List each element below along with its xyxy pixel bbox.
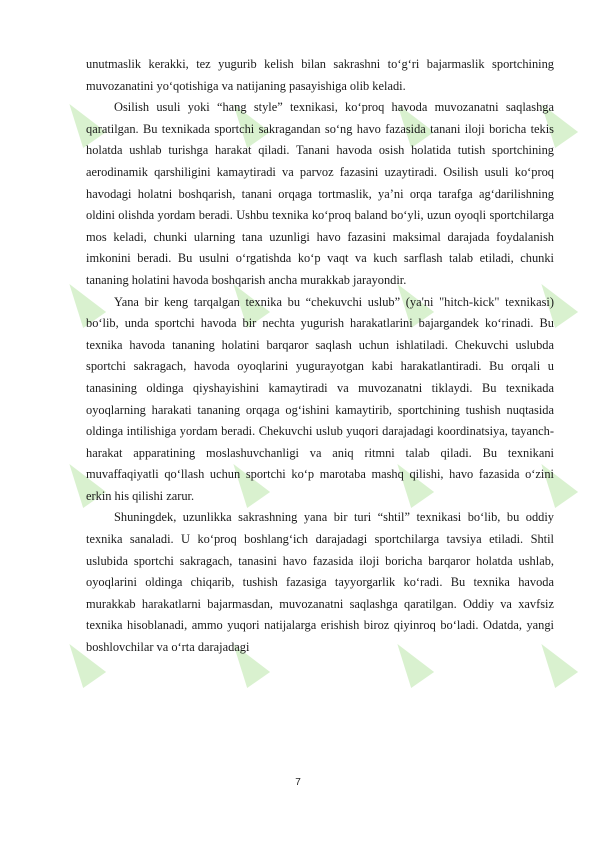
paragraph: unutmaslik kerakki, tez yugurib kelish bilan sakrashni to‘g‘ri bajarmaslik sportchining muvozanatini yo‘qotishiga va natijaning pasayishiga olib keladi. xyxy=(86,57,554,93)
paragraph: Shuningdek, uzunlikka sakrashning yana bir turi “shtil” texnikasi bo‘lib, bu oddiy texnika sanaladi. U ko‘proq boshlang‘ich darajadagi sportchilarga tavsiya etiladi. Shtil uslubida sportchi sakragach, tanasini havo fazasida iloji boricha barqaror holatda ushlab, oyoqlarini oldinga chiqarib, tushish fazasiga tayyorgarlik ko‘radi. Bu texnika havoda murakkab harakatlarni bajarmasdan, muvozanatni saqlashga qaratilgan. Oddiy va xavfsiz texnika hisoblanadi, ammo yuqori natijalarga erishish biroz qiyinroq bo‘ladi. Odatda, yangi boshlovchilar va o‘rta darajadagi xyxy=(86,510,554,655)
page-number: 7 xyxy=(295,777,301,788)
paragraph: Osilish usuli yoki “hang style” texnikasi, ko‘proq havoda muvozanatni saqlashga qaratilgan. Bu texnikada sportchi sakragandan so‘ng havo fazasida tanani iloji boricha tekis holatda ushlab turishga harakat qiladi. Tanani havoda osish holatida tutish sportchining aerodinamik qarshiligini kamaytiradi va parvoz fazasini uzaytiradi. Osilish usuli ko‘proq havodagi holatni boshqarish, tanani orqaga tortmaslik, ya’ni orqa tarafga ag‘darilishning oldini olishda yordam beradi. Ushbu texnika ko‘proq baland bo‘yli, uzun oyoqli sportchilarga mos keladi, chunki ularning tana uzunligi havo fazasini maksimal darajada foydalanish imkonini beradi. Bu usulni o‘rgatishda ko‘p vaqt va kuch sarflash talab etiladi, chunki tananing holatini havoda boshqarish ancha murakkab jarayondir. xyxy=(86,100,554,287)
paragraph: Yana bir keng tarqalgan texnika bu “chekuvchi uslub” (ya'ni "hitch-kick" texnikasi) bo‘lib, unda sportchi havoda bir nechta yugurish harakatlarini bajargandek ko‘rinadi. Bu texnika havoda tananing holatini barqaror saqlash uchun ishlatiladi. Chekuvchi uslubda sportchi sakragach, havoda oyoqlarini yugurayotgan kabi harakatlantiradi. Bu orqali u tanasining oldinga qiyshayishini kamaytiradi va muvozanatni tiklaydi. Bu texnikada oyoqlarning harakati tananing orqaga og‘ishini kamaytirib, sportchining tushish nuqtasida oldinga intilishiga yordam beradi. Chekuvchi uslub yuqori darajadagi koordinatsiya, tayanch-harakat apparatining moslashuvchanligi va aniq ritmni talab qiladi. Bu texnikani muvaffaqiyatli qo‘llash uchun sportchi ko‘p marotaba mashq qilishi, havo fazasida o‘zini erkin his qilishi zarur. xyxy=(86,294,554,503)
body-text xyxy=(86,54,554,659)
